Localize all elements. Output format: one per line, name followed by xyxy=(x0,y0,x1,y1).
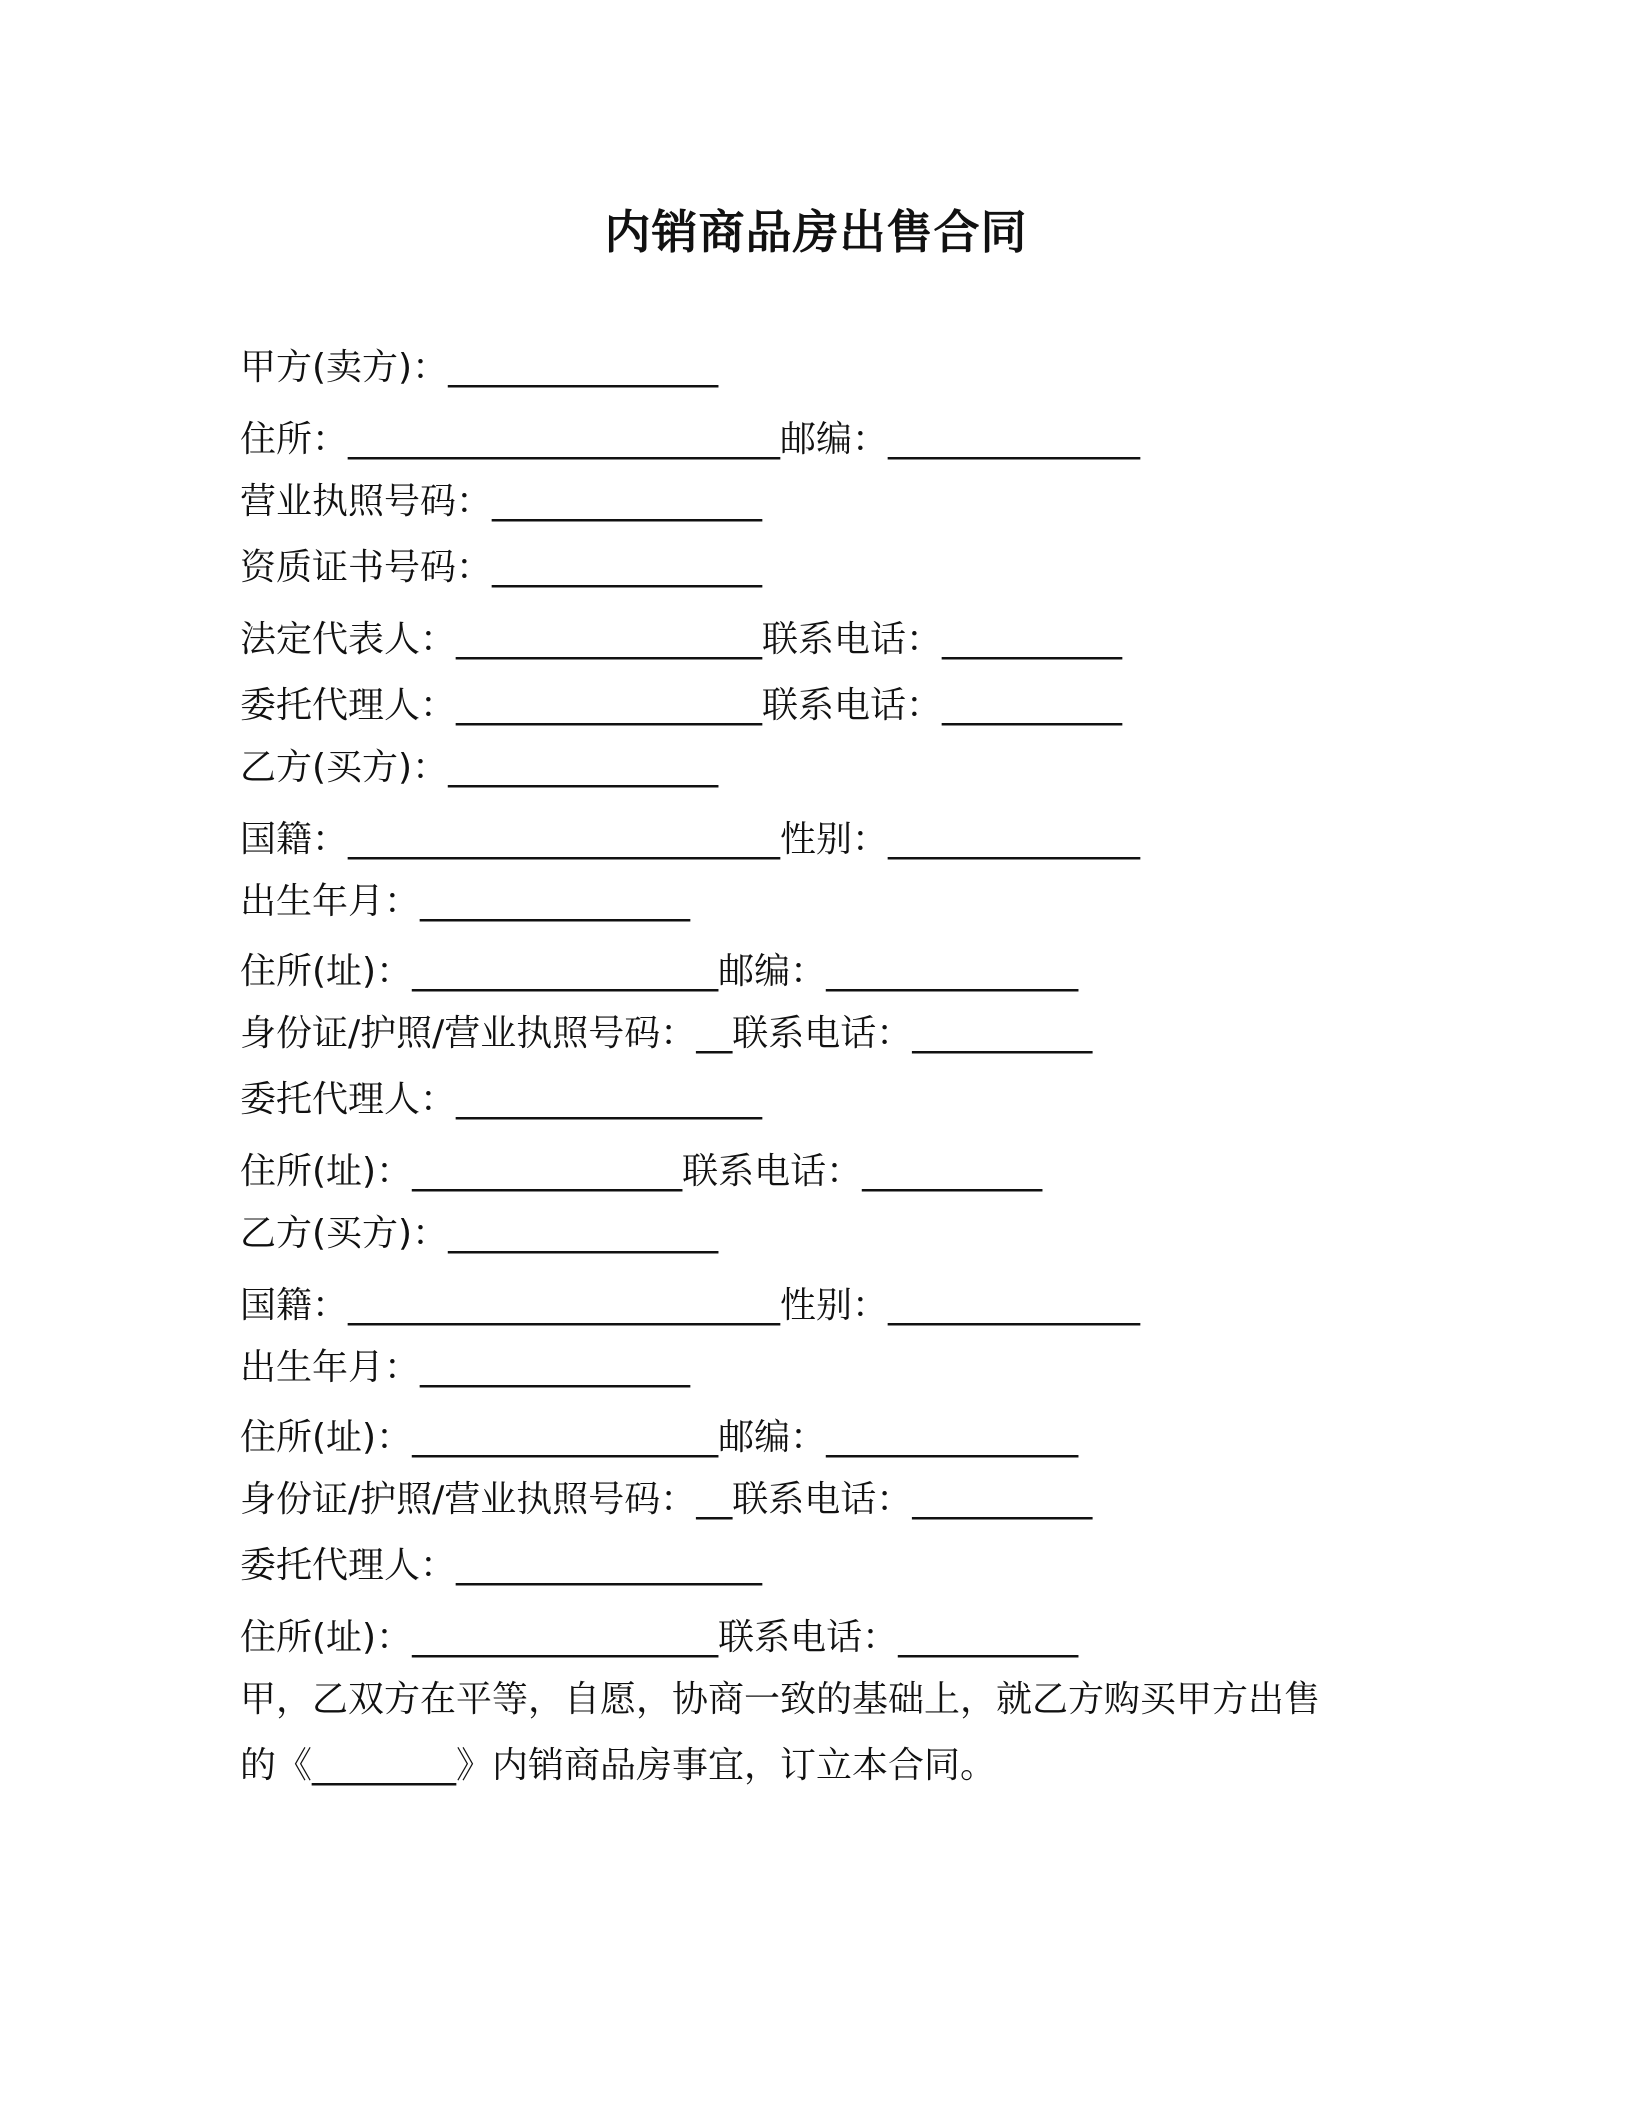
agent-address-phone-line: 住所(址)：_______________联系电话：__________ xyxy=(240,1151,1043,1192)
buyer-address-postcode-line: 住所(址)：_________________邮编：______________ xyxy=(240,951,1079,992)
agent-address-phone-line-2: 住所(址)：_________________联系电话：__________ xyxy=(240,1617,1079,1658)
id-number-phone-line: 身份证/护照/营业执照号码：__联系电话：__________ xyxy=(240,1013,1093,1054)
seller-address-postcode-line: 住所：________________________邮编：______________ xyxy=(240,419,1141,460)
seller-name-line: 甲方(卖方)：_______________ xyxy=(240,347,719,388)
buyer-agent-line-2: 委托代理人：_________________ xyxy=(240,1545,763,1586)
nationality-gender-line-2: 国籍：________________________性别：______________ xyxy=(240,1285,1141,1326)
agreement-paragraph-line-1: 甲，乙双方在平等，自愿，协商一致的基础上，就乙方购买甲方出售 xyxy=(240,1679,1321,1720)
seller-agent-phone-line: 委托代理人：_________________联系电话：__________ xyxy=(240,685,1123,726)
birth-date-line: 出生年月：_______________ xyxy=(240,881,691,922)
agreement-paragraph-line-2: 的《________》内销商品房事宜，订立本合同。 xyxy=(240,1745,997,1786)
birth-date-line-2: 出生年月：_______________ xyxy=(240,1347,691,1388)
buyer-address-postcode-line-2: 住所(址)：_________________邮编：______________ xyxy=(240,1417,1079,1458)
buyer-name-line: 乙方(买方)：_______________ xyxy=(240,747,719,788)
buyer-name-line-2: 乙方(买方)：_______________ xyxy=(240,1213,719,1254)
qualification-cert-line: 资质证书号码：_______________ xyxy=(240,547,763,588)
legal-rep-phone-line: 法定代表人：_________________联系电话：__________ xyxy=(240,619,1123,660)
business-license-line: 营业执照号码：_______________ xyxy=(240,481,763,522)
buyer-agent-line: 委托代理人：_________________ xyxy=(240,1079,763,1120)
id-number-phone-line-2: 身份证/护照/营业执照号码：__联系电话：__________ xyxy=(240,1479,1093,1520)
document-title: 内销商品房出售合同 xyxy=(604,205,1028,259)
nationality-gender-line: 国籍：________________________性别：______________ xyxy=(240,819,1141,860)
